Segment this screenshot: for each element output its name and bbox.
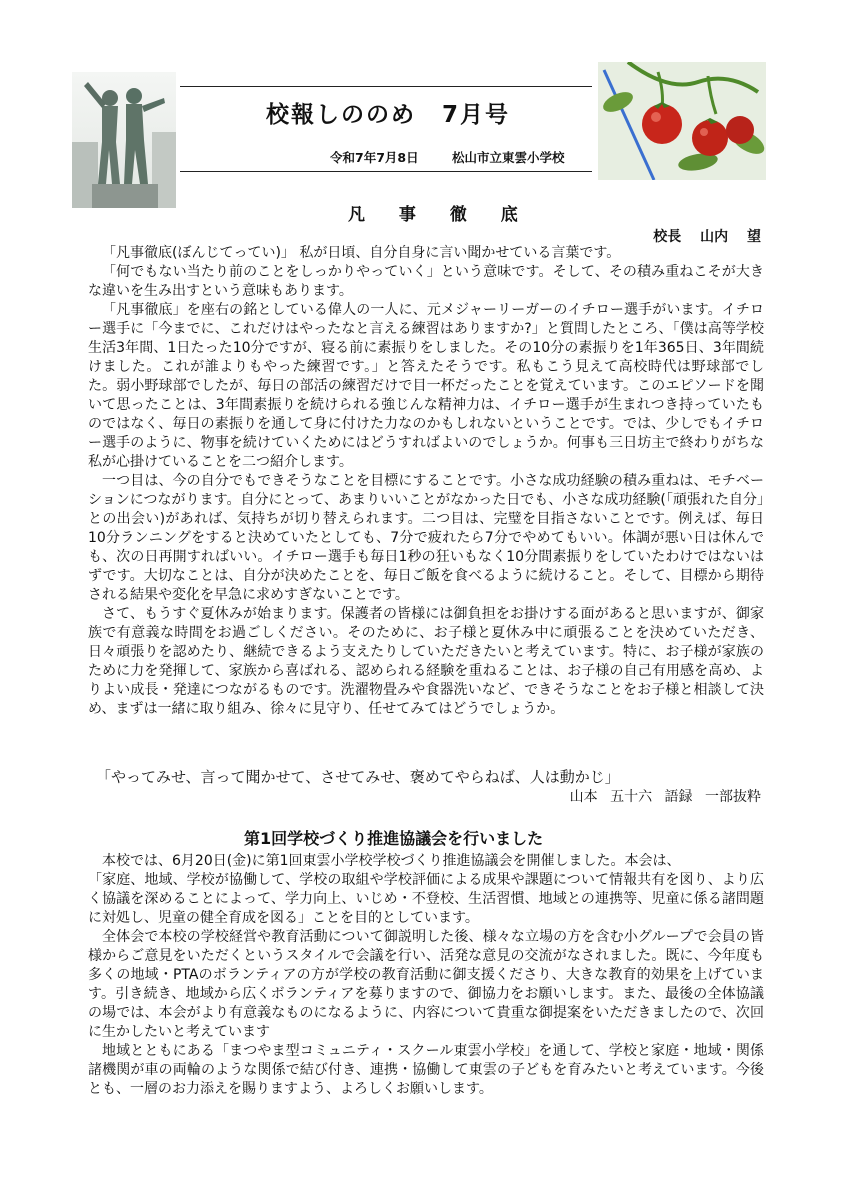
section1-paragraph: 一つ目は、今の自分でもできそうなことを目標にすることです。小さな成功経験の積み重ねは、モチベーションにつながります。自分にとって、あまりいいことがなかった日でも、小さな成功経験(「頑張れた自分」との出会い)があれば、気持ちが切り替えられます。二つ目は、完璧を目指さないことです。例えば、毎日10分ランニングをすると決めていたとしても、7分で疲れたら7分でやめてもいい。体調が悪い日は休んでも、次の日再開すればいい。イチロー選手も毎日1秒の狂いもなく10分間素振りをしていたわけではないはずです。大切なことは、自分が決めたことを、毎日ご飯を食べるように続けること。そして、目標から期待される結果や変化を早急に求めすぎないことです。 bbox=[88, 473, 764, 603]
section1-paragraph: 「凡事徹底(ぼんじてってい)」 私が日頃、自分自身に言い聞かせている言葉です。 bbox=[102, 245, 621, 261]
statue-photo bbox=[72, 72, 176, 208]
section2-paragraph: 本校では、6月20日(金)に第1回東雲小学校学校づくり推進協議会を開催しました。本会は、 bbox=[102, 853, 681, 869]
header-rule-top bbox=[180, 86, 592, 87]
section1-body bbox=[88, 244, 764, 719]
section1-title: 凡 事 徹 底 bbox=[348, 205, 532, 225]
section2-body bbox=[88, 852, 764, 1099]
school-name: 松山市立東雲小学校 bbox=[452, 150, 565, 165]
quote-source: 山本 五十六 語録 一部抜粋 bbox=[569, 789, 761, 805]
section1-paragraph: 「何でもない当たり前のことをしっかりやっていく」という意味です。そして、その積み重ねこそが大きな違いを生み出すという意味もあります。 bbox=[88, 264, 764, 299]
section1-author: 校長 山内 望 bbox=[653, 229, 761, 245]
section2-paragraph: 全体会で本校の学校経営や教育活動について御説明した後、様々な立場の方を含む小グループで会員の皆様からご意見をいただくというスタイルで会議を行い、活発な意見の交流がなされました。既に、今年度も多くの地域・PTAのボランティアの方が学校の教育活動に御支援くださり、大きな教育的効果を上げています。引き続き、地域から広くボランティアを募りますので、御協力をお願いします。また、最後の全体協議の場では、本会がより有意義なものになるように、内容について貴重な御提案をいただきましたので、次回に生かしたいと考えています bbox=[88, 929, 764, 1040]
header-rule-bottom bbox=[180, 171, 592, 172]
quote: 「やってみせ、言って聞かせて、させてみせ、褒めてやらねば、人は動かじ」 bbox=[96, 768, 620, 786]
section2-title: 第1回学校づくり推進協議会を行いました bbox=[244, 829, 544, 848]
section2-paragraph: 「家庭、地域、学校が協働して、学校の取組や学校評価による成果や課題について情報共有を図り、より広く協議を深めることによって、学力向上、いじめ・不登校、生活習慣、地域との連携等、児童に係る諸問題に対処し、児童の健全育成を図る」ことを目的としています。 bbox=[88, 872, 764, 926]
newsletter-name: 校報しののめ bbox=[266, 102, 416, 128]
tomato-photo bbox=[598, 62, 766, 180]
section1-paragraph: 「凡事徹底」を座右の銘としている偉人の一人に、元メジャーリーガーのイチロー選手がいます。イチロー選手に「今までに、これだけはやったなと言える練習はありますか?」と質問したところ、「僕は高等学校生活3年間、1日たった10分ですが、寝る前に素振りをしました。その10分の素振りを1年365日、3年間続けました。これが誰よりもやった練習です。」と答えたそうです。私もこう見えて高校時代は野球部でした。弱小野球部でしたが、毎日の部活の練習だけで目一杯だったことを覚えています。このエピソードを聞いて思ったことは、3年間素振りを続けられる強じんな精神力は、イチロー選手が生まれつき持っていたものではなく、毎日の素振りを通して身に付けた力なのかもしれないということです。では、少しでもイチロー選手のように、物事を続けていくためにはどうすればよいのでしょうか。何事も三日坊主で終わりがちな私が心掛けていることを二つ紹介します。 bbox=[88, 302, 764, 470]
newsletter-title bbox=[266, 96, 510, 129]
section2-paragraph: 地域とともにある「まつやま型コミュニティ・スクール東雲小学校」を通して、学校と家庭・地域・関係諸機関が車の両輪のような関係で結び付き、連携・協働して東雲の子どもを育みたいと考えています。今後とも、一層のお力添えを賜りますよう、よろしくお願いします。 bbox=[88, 1043, 764, 1097]
issue-date: 令和7年7月8日 bbox=[330, 150, 419, 165]
issue-month: 7月号 bbox=[442, 102, 511, 128]
section1-paragraph: さて、もうすぐ夏休みが始まります。保護者の皆様には御負担をお掛けする面があると思いますが、御家族で有意義な時間をお過ごしください。そのために、お子様と夏休み中に頑張ることを決めていただき、日々頑張りを認めたり、継続できるよう支えたりしていただきたいと考えています。特に、お子様が家族のために力を発揮して、家族から喜ばれる、認められる経験を重ねることは、お子様の自己有用感を高め、よりよい成長・発達につながるものです。洗濯物畳みや食器洗いなど、できそうなことをお子様と相談して決め、まずは一緒に取り組み、徐々に見守り、任せてみてはどうでしょうか。 bbox=[88, 606, 764, 717]
